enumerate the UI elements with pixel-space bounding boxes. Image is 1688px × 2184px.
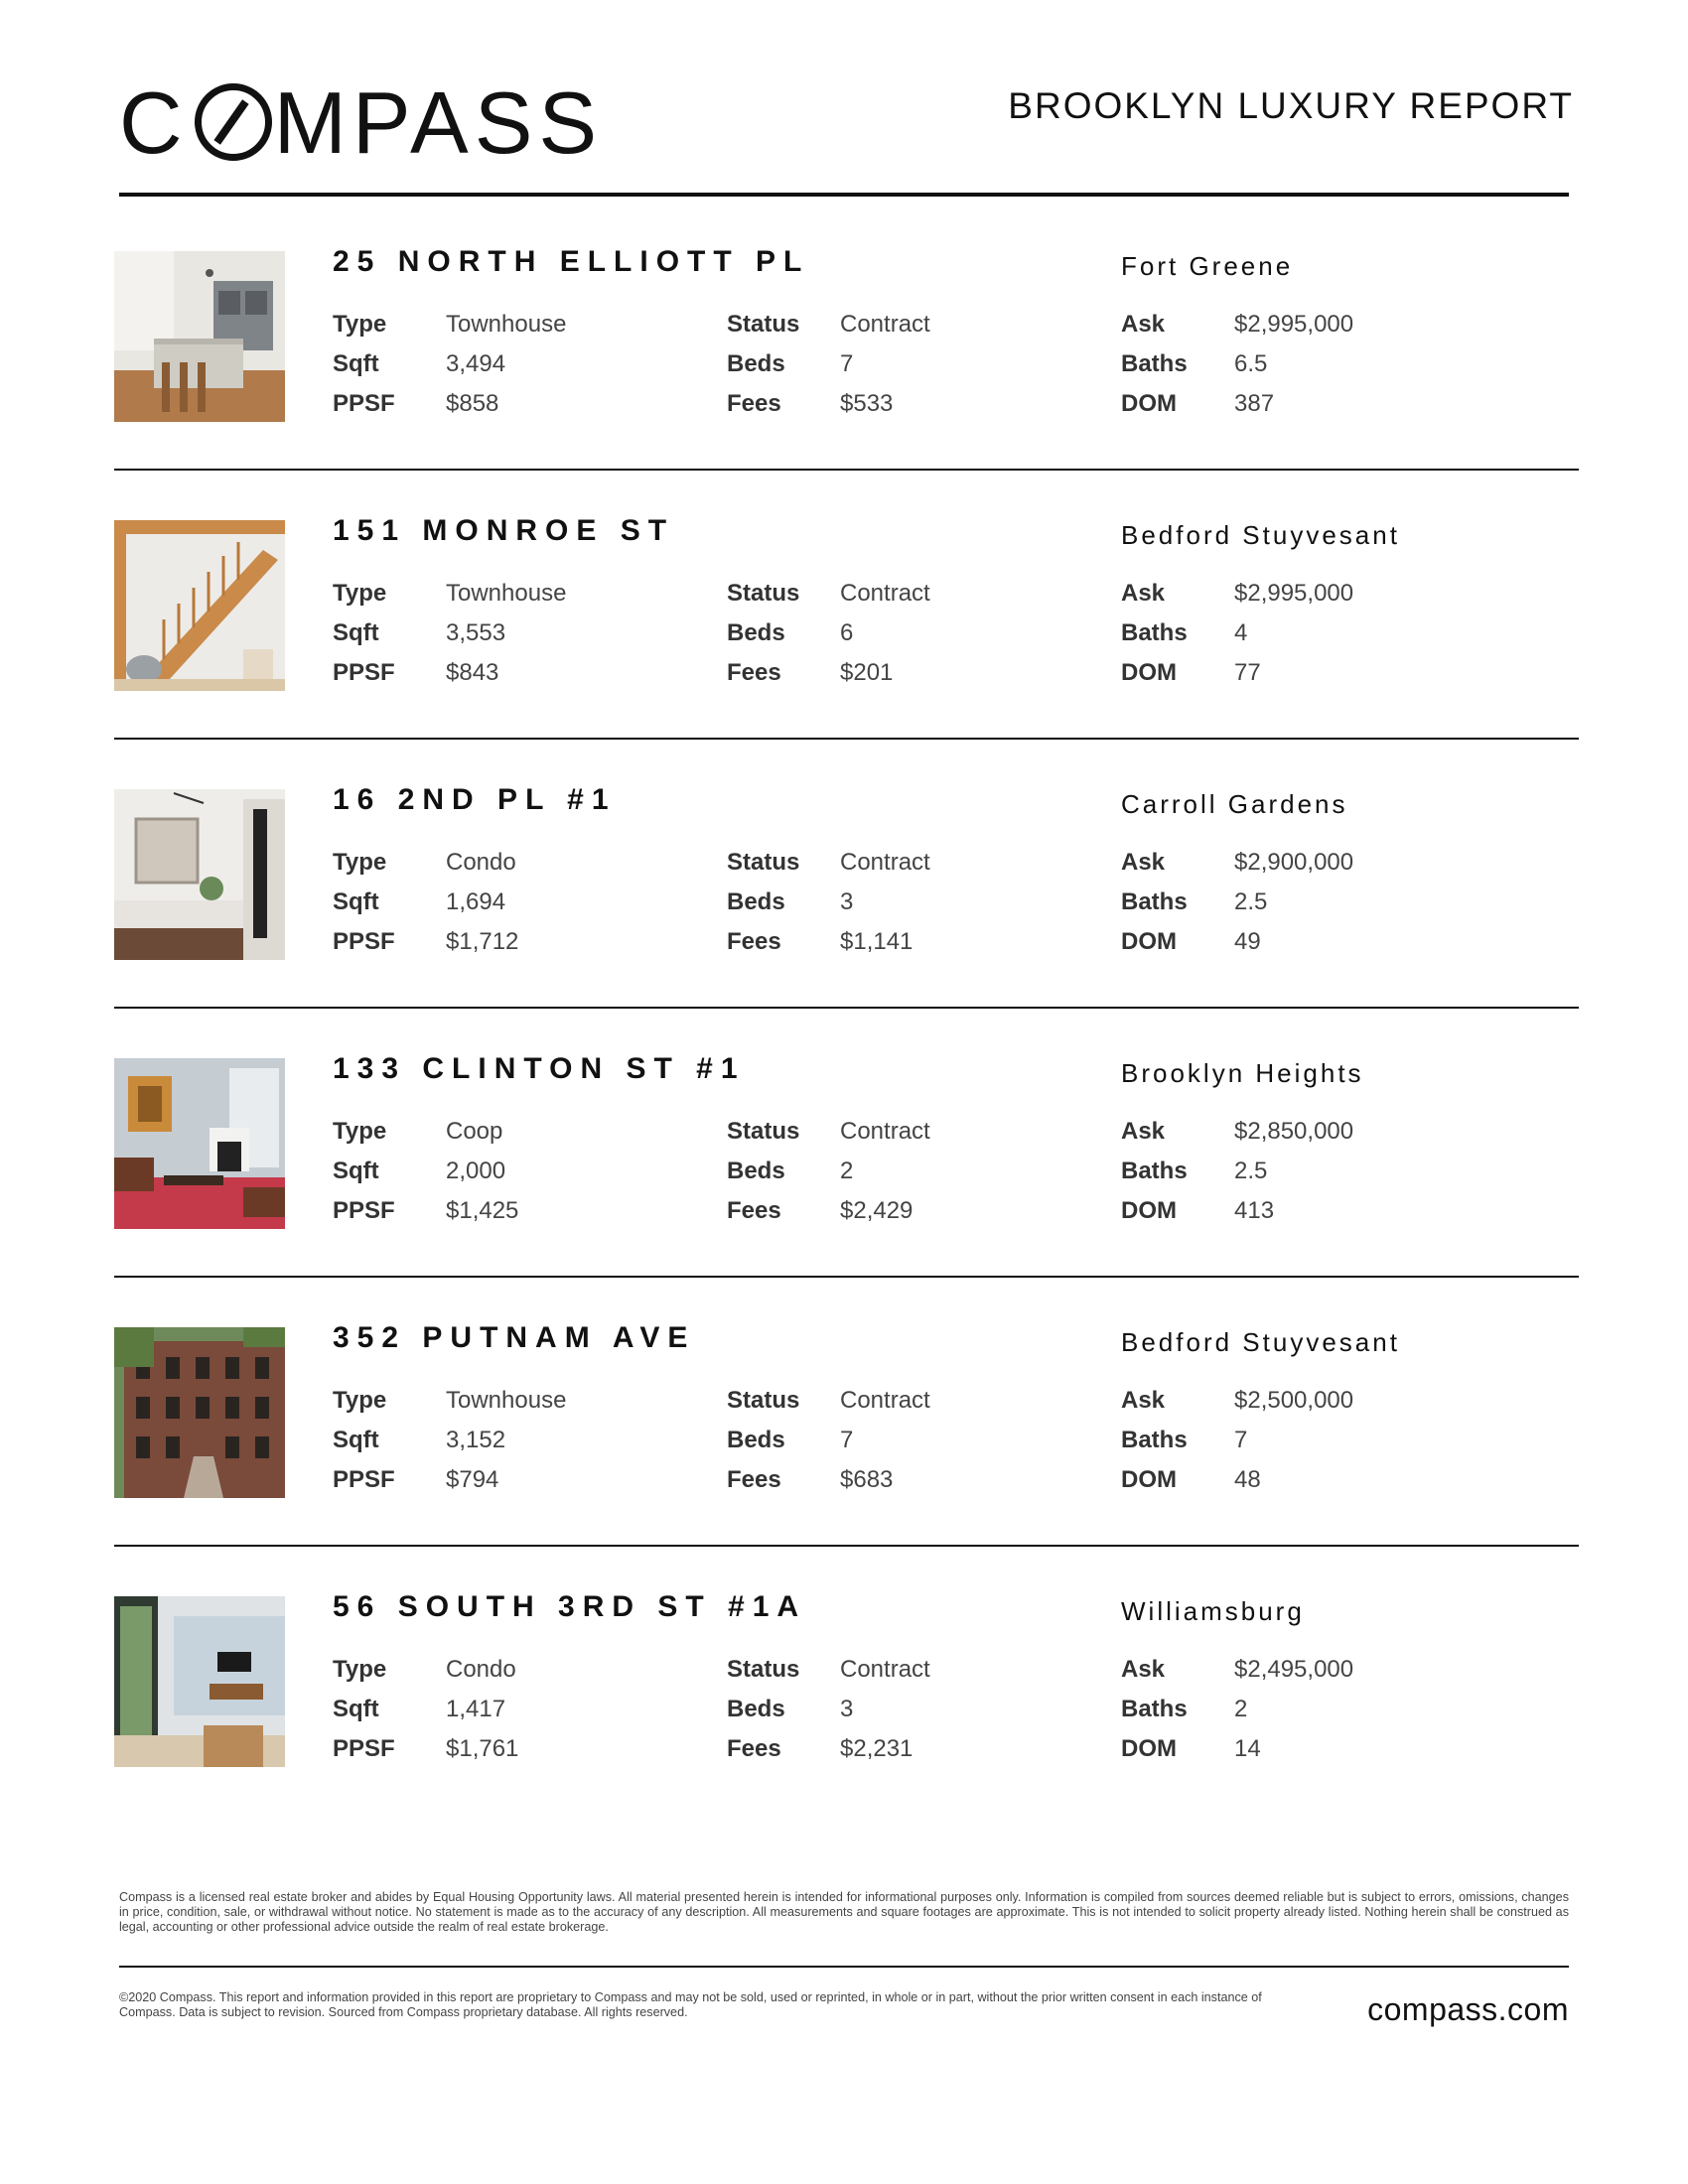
type-value: Condo [446,1656,516,1683]
baths-label: Baths [1121,888,1188,915]
type-value: Townhouse [446,580,567,607]
listing-address: 151 MONROE ST [333,514,675,547]
sqft-label: Sqft [333,888,379,915]
listing-card [114,514,1579,790]
ppsf-value: $1,712 [446,928,519,955]
ask-label: Ask [1121,311,1166,338]
website-link[interactable]: compass.com [1367,1991,1569,2027]
ppsf-label: PPSF [333,1466,395,1493]
dom-value: 14 [1234,1735,1261,1762]
kitchen-photo [114,251,285,422]
beds-label: Beds [727,619,785,646]
baths-value: 2 [1234,1696,1248,1722]
beds-value: 3 [840,1696,854,1722]
listing-col-3 [1121,1112,1353,1231]
sqft-value: 1,694 [446,888,506,915]
baths-label: Baths [1121,1427,1188,1453]
dom-value: 48 [1234,1466,1261,1493]
listing-col-1 [333,1650,518,1769]
copyright-notice: ©2020 Compass. This report and information provided in this report are proprietary to Compass and may not be sold, used or reprinted, in whole or in part, without the prior written consent in each instance of Compass. Data is subject to revision. Sourced from Compass proprietary database. All rights reserved. [119,1990,1262,2019]
sqft-label: Sqft [333,619,379,646]
listing-neighborhood: Fort Greene [1121,251,1294,281]
sqft-value: 2,000 [446,1158,506,1184]
fees-label: Fees [727,390,781,417]
ask-value: $2,900,000 [1234,849,1354,876]
listing-col-2 [727,1112,930,1231]
baths-value: 2.5 [1234,888,1268,915]
ppsf-label: PPSF [333,659,395,686]
beds-value: 7 [840,1427,854,1453]
dom-value: 413 [1234,1197,1275,1224]
listing-address: 25 NORTH ELLIOTT PL [333,245,810,278]
ppsf-value: $858 [446,390,499,417]
status-value: Contract [840,311,930,338]
ask-value: $2,500,000 [1234,1387,1354,1414]
beds-value: 7 [840,350,854,377]
listing-divider [114,1545,1579,1547]
report-title: BROOKLYN LUXURY REPORT [1008,85,1574,126]
listing-col-3 [1121,1381,1353,1500]
compass-logo: C MPASS [119,73,604,172]
fees-value: $683 [840,1466,894,1493]
ppsf-label: PPSF [333,390,395,417]
dom-label: DOM [1121,928,1177,955]
dom-label: DOM [1121,390,1177,417]
fees-value: $201 [840,659,894,686]
ask-label: Ask [1121,1387,1166,1414]
fees-label: Fees [727,1735,781,1762]
ask-value: $2,995,000 [1234,311,1354,338]
ask-value: $2,495,000 [1234,1656,1354,1683]
status-value: Contract [840,1656,930,1683]
listing-neighborhood: Williamsburg [1121,1596,1305,1626]
baths-label: Baths [1121,350,1188,377]
listing-col-3 [1121,305,1353,424]
baths-label: Baths [1121,619,1188,646]
status-label: Status [727,1118,800,1145]
fees-label: Fees [727,1466,781,1493]
listing-divider [114,1007,1579,1009]
beds-value: 3 [840,888,854,915]
listing-neighborhood: Bedford Stuyvesant [1121,1327,1400,1357]
ask-value: $2,850,000 [1234,1118,1354,1145]
baths-value: 2.5 [1234,1158,1268,1184]
fees-value: $2,429 [840,1197,914,1224]
sqft-value: 3,553 [446,619,506,646]
dom-label: DOM [1121,1197,1177,1224]
ppsf-value: $1,761 [446,1735,519,1762]
type-label: Type [333,311,387,338]
type-value: Townhouse [446,311,567,338]
ppsf-label: PPSF [333,928,395,955]
ask-label: Ask [1121,1656,1166,1683]
beds-label: Beds [727,350,785,377]
type-label: Type [333,1118,387,1145]
sqft-label: Sqft [333,1696,379,1722]
status-label: Status [727,849,800,876]
beds-label: Beds [727,1158,785,1184]
status-label: Status [727,580,800,607]
listing-col-1 [333,1112,518,1231]
listing-address: 133 CLINTON ST #1 [333,1052,746,1085]
status-value: Contract [840,580,930,607]
sqft-value: 3,494 [446,350,506,377]
living-room-photo [114,1058,285,1229]
baths-value: 4 [1234,619,1248,646]
listing-col-1 [333,305,566,424]
dom-label: DOM [1121,1735,1177,1762]
ppsf-label: PPSF [333,1735,395,1762]
ppsf-value: $1,425 [446,1197,519,1224]
staircase-photo [114,520,285,691]
type-label: Type [333,1387,387,1414]
dom-label: DOM [1121,659,1177,686]
type-value: Coop [446,1118,503,1145]
sqft-label: Sqft [333,350,379,377]
listing-col-1 [333,574,566,693]
type-label: Type [333,1656,387,1683]
ppsf-label: PPSF [333,1197,395,1224]
compass-o-icon [195,83,268,157]
beds-label: Beds [727,888,785,915]
ask-value: $2,995,000 [1234,580,1354,607]
dom-label: DOM [1121,1466,1177,1493]
status-value: Contract [840,849,930,876]
fees-label: Fees [727,659,781,686]
ppsf-value: $843 [446,659,499,686]
listing-address: 352 PUTNAM AVE [333,1321,696,1354]
ask-label: Ask [1121,580,1166,607]
listing-address: 16 2ND PL #1 [333,783,617,816]
listing-address: 56 SOUTH 3RD ST #1A [333,1590,807,1623]
listing-col-3 [1121,843,1353,962]
listing-card [114,1321,1579,1597]
listing-neighborhood: Brooklyn Heights [1121,1058,1364,1088]
interior-tv-room-photo [114,1596,285,1767]
listing-divider [114,1276,1579,1278]
header-divider [119,193,1569,197]
sqft-label: Sqft [333,1158,379,1184]
status-label: Status [727,1387,800,1414]
ppsf-value: $794 [446,1466,499,1493]
fees-value: $1,141 [840,928,914,955]
listing-col-3 [1121,574,1353,693]
baths-value: 7 [1234,1427,1248,1453]
listing-col-1 [333,1381,566,1500]
listing-card [114,245,1579,521]
status-value: Contract [840,1118,930,1145]
bedroom-photo [114,789,285,960]
sqft-value: 1,417 [446,1696,506,1722]
type-value: Townhouse [446,1387,567,1414]
fees-label: Fees [727,928,781,955]
legal-disclaimer: Compass is a licensed real estate broker and abides by Equal Housing Opportunity laws. All material presented herein is intended for informational purposes only. Information is compiled from sources deemed reliable but is subject to errors, omissions, changes in price, condition, sale, or withdrawal without notice. No statement is made as to the accuracy of any description. All measurements and square footages are approximate. This is not intended to solicit property already listed. Nothing herein shall be construed as legal, accounting or other professional advice outside the realm of real estate brokerage. [119,1890,1569,1934]
baths-value: 6.5 [1234,350,1268,377]
type-value: Condo [446,849,516,876]
beds-value: 2 [840,1158,854,1184]
listing-divider [114,738,1579,740]
dom-value: 77 [1234,659,1261,686]
sqft-label: Sqft [333,1427,379,1453]
listing-col-2 [727,843,930,962]
report-header [119,73,1574,172]
brownstone-exterior-photo [114,1327,285,1498]
type-label: Type [333,580,387,607]
status-label: Status [727,311,800,338]
listing-neighborhood: Carroll Gardens [1121,789,1348,819]
listing-card [114,1052,1579,1328]
beds-label: Beds [727,1427,785,1453]
dom-value: 49 [1234,928,1261,955]
baths-label: Baths [1121,1696,1188,1722]
fees-value: $533 [840,390,894,417]
ask-label: Ask [1121,849,1166,876]
listing-col-2 [727,1381,930,1500]
beds-label: Beds [727,1696,785,1722]
ask-label: Ask [1121,1118,1166,1145]
listing-col-3 [1121,1650,1353,1769]
listing-card [114,783,1579,1059]
listing-col-1 [333,843,518,962]
listing-neighborhood: Bedford Stuyvesant [1121,520,1400,550]
footer-divider [119,1966,1569,1968]
listing-card [114,1590,1579,1866]
listing-col-2 [727,574,930,693]
type-label: Type [333,849,387,876]
baths-label: Baths [1121,1158,1188,1184]
dom-value: 387 [1234,390,1275,417]
sqft-value: 3,152 [446,1427,506,1453]
fees-label: Fees [727,1197,781,1224]
listing-col-2 [727,1650,930,1769]
listing-divider [114,469,1579,471]
beds-value: 6 [840,619,854,646]
status-label: Status [727,1656,800,1683]
status-value: Contract [840,1387,930,1414]
listing-col-2 [727,305,930,424]
fees-value: $2,231 [840,1735,914,1762]
